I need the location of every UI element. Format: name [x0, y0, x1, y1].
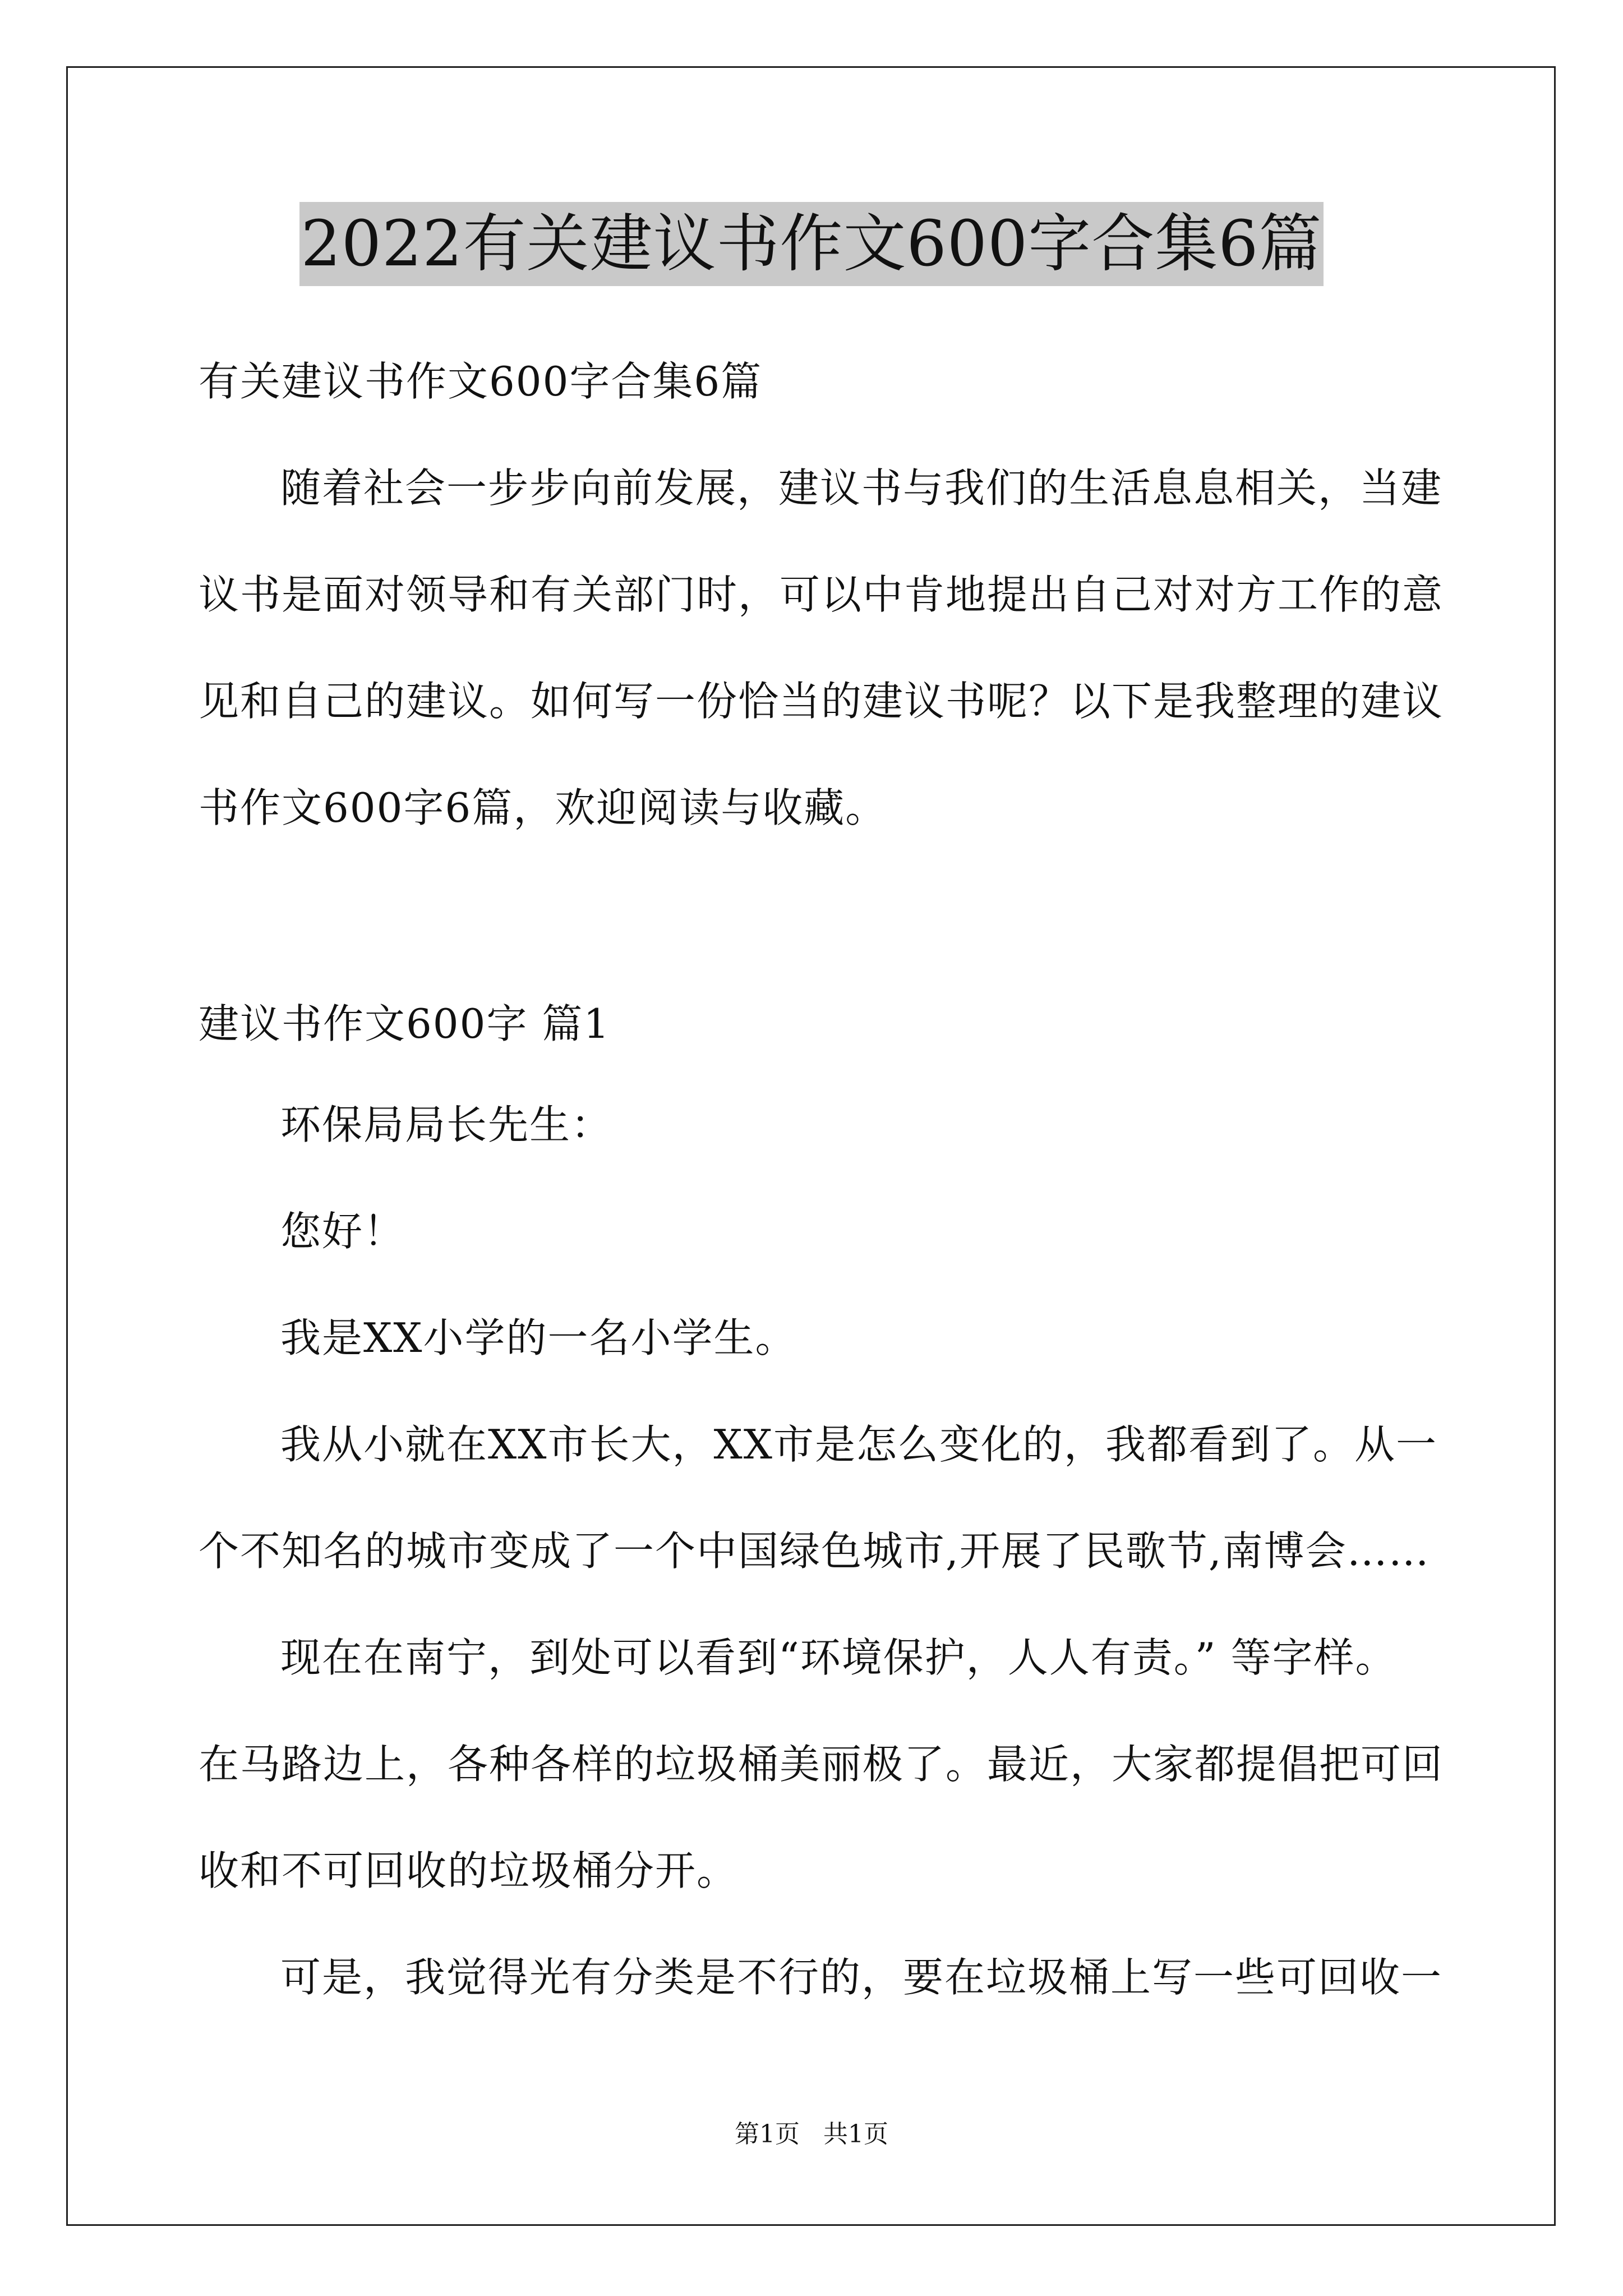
intro-line-1: 随着社会一步步向前发展，建议书与我们的生活息息相关，当建	[280, 464, 1443, 512]
body-line-5: 个不知名的城市变成了一个中国绿色城市,开展了民歌节,南博会……	[199, 1527, 1430, 1575]
document-title: 2022有关建议书作文600字合集6篇	[299, 202, 1323, 286]
title-container	[0, 202, 1623, 286]
body-line-2: 您好！	[280, 1208, 405, 1255]
body-line-9: 可是，我觉得光有分类是不行的，要在垃圾桶上写一些可回收一	[280, 1954, 1443, 2001]
body-line-7: 在马路边上，各种各样的垃圾桶美丽极了。最近，大家都提倡把可回	[199, 1741, 1444, 1788]
page-footer: 第1页 共1页	[735, 2120, 888, 2148]
intro-line-2: 议书是面对领导和有关部门时，可以中肯地提出自己对对方工作的意	[199, 571, 1444, 618]
body-line-1: 环保局局长先生：	[280, 1101, 613, 1148]
intro-line-4: 书作文600字6篇，欢迎阅读与收藏。	[199, 784, 887, 831]
body-line-3: 我是XX小学的一名小学生。	[280, 1314, 797, 1361]
body-line-4: 我从小就在XX市长大，XX市是怎么变化的，我都看到了。从一	[280, 1421, 1438, 1468]
intro-line-3: 见和自己的建议。如何写一份恰当的建议书呢？以下是我整理的建议	[199, 678, 1444, 725]
document-subtitle: 有关建议书作文600字合集6篇	[199, 358, 763, 405]
body-line-6: 现在在南宁，到处可以看到“环境保护，人人有责。” 等字样。	[280, 1634, 1397, 1681]
body-line-8: 收和不可回收的垃圾桶分开。	[199, 1847, 739, 1894]
section-heading: 建议书作文600字 篇1	[199, 1000, 611, 1047]
